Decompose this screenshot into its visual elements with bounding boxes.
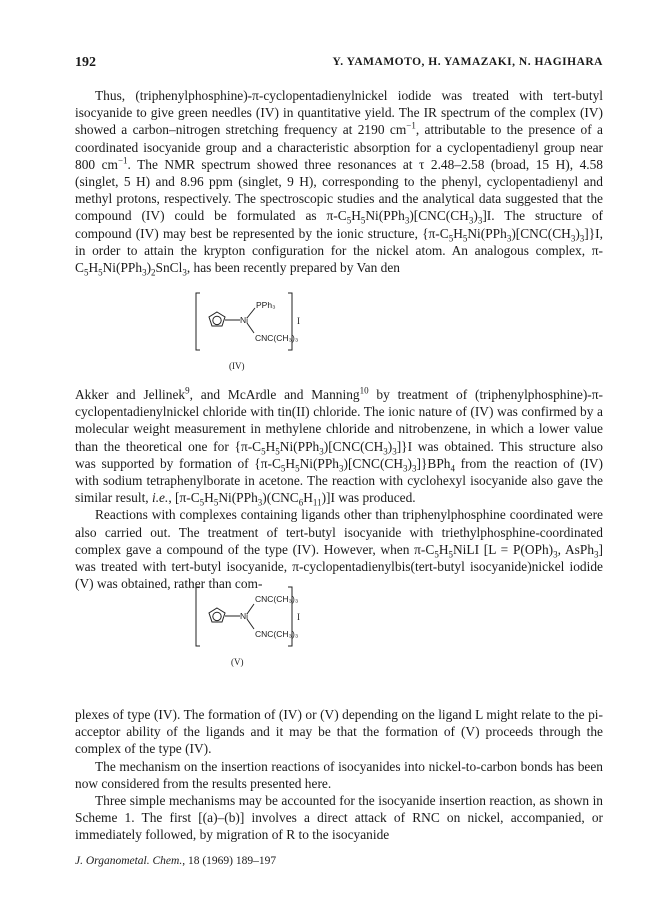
- paragraph-3: Reactions with complexes containing ligands other than triphenylphosphine coordinated were also carried out. The treatment of tert-butyl isocyanide with triethylphosphine-coordinated complex gave a compound of the type (IV). However, when $\pi-C_5H_5NiLI$ [$L = P(OPh)_3$, AsPh$_3$] was treated with tert-butyl isocyanide, π-cyclopentadienylbis(tert-butyl isocyanide)nickel iodide (V) was obtained, rather than com-: [75, 507, 603, 592]
- ligand-top-label: PPh₃: [256, 300, 276, 310]
- counterion-label: I: [297, 612, 300, 622]
- journal-name: J. Organometal. Chem.: [75, 855, 183, 867]
- counterion-label: I: [297, 316, 300, 326]
- ligand-top-label: CNC(CH₃)₃: [255, 594, 299, 604]
- structure-iv-caption: (IV): [229, 361, 245, 371]
- paragraph-1: Thus, (triphenylphosphine)-π-cyclopentadienylnickel iodide was treated with tert-butyl isocyanide to give green needles (IV) in quantitative yield. The IR spectrum of the complex (IV) showed a carbon–nitrogen stretching frequency at 2190 $cm^{-1}$, attributable to the presence of a coordinated isocyanide group and a characteristic absorption for a cyclopentadienyl group near 800 $cm^{-1}$. The NMR spectrum showed three resonances at τ 2.48–2.58 (broad, 15 H), 4.58 (singlet, 5 H) and 8.96 ppm (singlet, 9 H), corresponding to the phenyl, cyclopentadienyl and methyl protons, respectively. The spectroscopic studies and the analytical data suggested that the compound (IV) could be formulated as $\pi-C_5H_5Ni(PPh_3)[CNC(CH_3)_3]I$. The structure of compound (IV) may best be represented by the ionic structure, $\{\pi-C_5H_5Ni(PPh_3)[CNC(CH_3)_3]\}I$, in order to attain the krypton configuration for the nickel atom. An analogous complex, $\pi-C_5H_5Ni(PPh_3)_2SnCl_3$, has been recently prepared by Van den: [75, 88, 603, 278]
- structure-iv: [195, 288, 300, 376]
- text-block-3: [75, 706, 603, 844]
- page-number: 192: [75, 55, 96, 70]
- running-header: [75, 55, 603, 75]
- running-authors: Y. YAMAMOTO, H. YAMAZAKI, N. HAGIHARA: [332, 56, 603, 68]
- ligand-bottom-label: CNC(CH₃)₃: [255, 333, 299, 343]
- journal-citation: , 18 (1969) 189–197: [182, 855, 277, 867]
- paragraph-5: The mechanism on the insertion reactions of isocyanides into nickel-to-carbon bonds has been now considered from the results presented here.: [75, 758, 603, 791]
- paragraph-2: Akker and Jellinek$^9$, and McArdle and Manning$^{10}$ by treatment of (triphenylphosphine)-π-cyclopentadienylnickel chloride with tin(II) chloride. The ionic nature of (IV) was confirmed by a molecular weight measurement in methylene chloride and nitrobenzene, in which a lower value than the theoretical one for $\{\pi-C_5H_5Ni(PPh_3)[CNC(CH_3)_3]\}I$ was obtained. This structure also was supported by formation of $\{\pi-C_5H_5Ni(PPh_3)[CNC(CH_3)_3]\}BPh_4$ from the reaction of (IV) with sodium tetraphenylborate in acetone. The reaction with cyclohexyl isocyanide also gave the similar result, i.e., $[\pi-C_5H_5Ni(PPh_3)(CNC_6H_{11})]I$ was produced.: [75, 385, 603, 508]
- metal-label: Ni: [240, 611, 249, 621]
- structure-v: [195, 582, 300, 672]
- ligand-bottom-label: CNC(CH₃)₃: [255, 629, 299, 639]
- text-block-2: [75, 386, 603, 592]
- structure-iv-drawing: [195, 288, 295, 376]
- metal-label: Ni: [240, 315, 249, 325]
- text-block-1: [75, 87, 603, 276]
- structure-v-caption: (V): [231, 657, 244, 667]
- paragraph-6: Three simple mechanisms may be accounted for the isocyanide insertion reaction, as shown in Scheme 1. The first [(a)–(b)] involves a direct attack of RNC on nickel, accompanied, or immediately followed, by migration of R to the isocyanide: [75, 793, 603, 843]
- paragraph-4: plexes of type (IV). The formation of (IV) or (V) depending on the ligand L might relate to the pi-acceptor ability of the ligands and it may be that the formation of (V) proceeds through the complex of the type (IV).: [75, 707, 603, 757]
- journal-footer: [75, 855, 276, 867]
